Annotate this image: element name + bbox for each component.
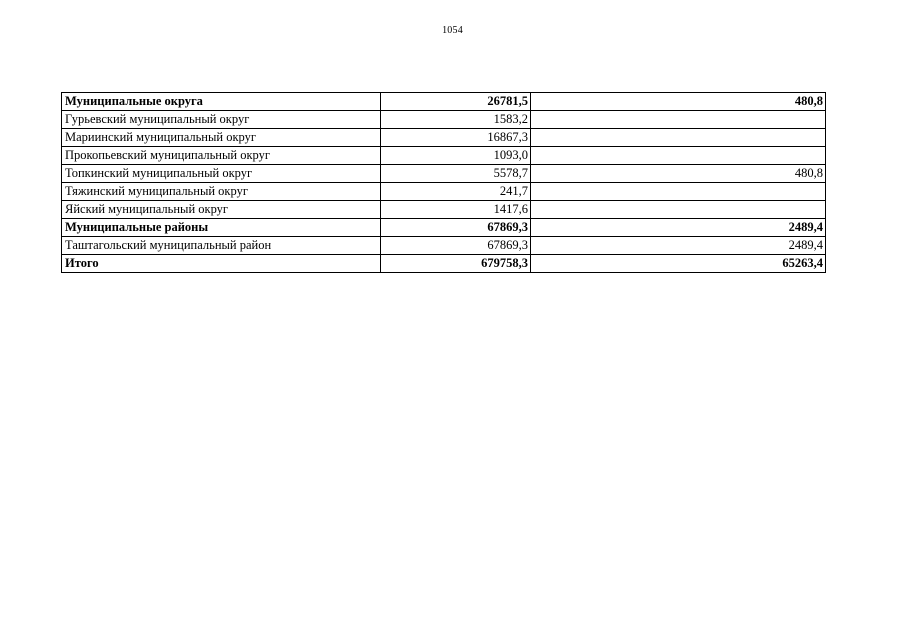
- row-value1-cell: 67869,3: [381, 219, 531, 237]
- row-name-cell: Топкинский муниципальный округ: [62, 165, 381, 183]
- table-row-group-rayony: [62, 219, 826, 237]
- row-name-cell: Муниципальные округа: [62, 93, 381, 111]
- row-value2-cell: [531, 183, 826, 201]
- table-row: [62, 111, 826, 129]
- table-row: [62, 129, 826, 147]
- row-value2-cell: 480,8: [531, 93, 826, 111]
- row-value2-cell: 480,8: [531, 165, 826, 183]
- row-value2-cell: 2489,4: [531, 219, 826, 237]
- row-value1-cell: 26781,5: [381, 93, 531, 111]
- budget-table: [61, 92, 826, 273]
- table-row: [62, 147, 826, 165]
- row-name-cell: Тяжинский муниципальный округ: [62, 183, 381, 201]
- row-value1-cell: 241,7: [381, 183, 531, 201]
- row-value2-cell: [531, 201, 826, 219]
- row-name-cell: Мариинский муниципальный округ: [62, 129, 381, 147]
- table-row-group-okruga: [62, 93, 826, 111]
- table-row: [62, 237, 826, 255]
- table-row-total: [62, 255, 826, 273]
- table-row: [62, 165, 826, 183]
- row-value2-cell: 65263,4: [531, 255, 826, 273]
- row-value2-cell: [531, 129, 826, 147]
- row-value2-cell: [531, 111, 826, 129]
- row-value1-cell: 5578,7: [381, 165, 531, 183]
- row-value1-cell: 67869,3: [381, 237, 531, 255]
- row-name-cell: Гурьевский муниципальный округ: [62, 111, 381, 129]
- row-value2-cell: [531, 147, 826, 165]
- row-name-cell: Прокопьевский муниципальный округ: [62, 147, 381, 165]
- row-value1-cell: 679758,3: [381, 255, 531, 273]
- row-value1-cell: 16867,3: [381, 129, 531, 147]
- row-name-cell: Муниципальные районы: [62, 219, 381, 237]
- row-name-cell: Яйский муниципальный округ: [62, 201, 381, 219]
- row-name-cell: Итого: [62, 255, 381, 273]
- page-number: 1054: [442, 25, 463, 36]
- row-value1-cell: 1583,2: [381, 111, 531, 129]
- row-value1-cell: 1417,6: [381, 201, 531, 219]
- row-value2-cell: 2489,4: [531, 237, 826, 255]
- table-row: [62, 183, 826, 201]
- row-name-cell: Таштагольский муниципальный район: [62, 237, 381, 255]
- table-row: [62, 201, 826, 219]
- row-value1-cell: 1093,0: [381, 147, 531, 165]
